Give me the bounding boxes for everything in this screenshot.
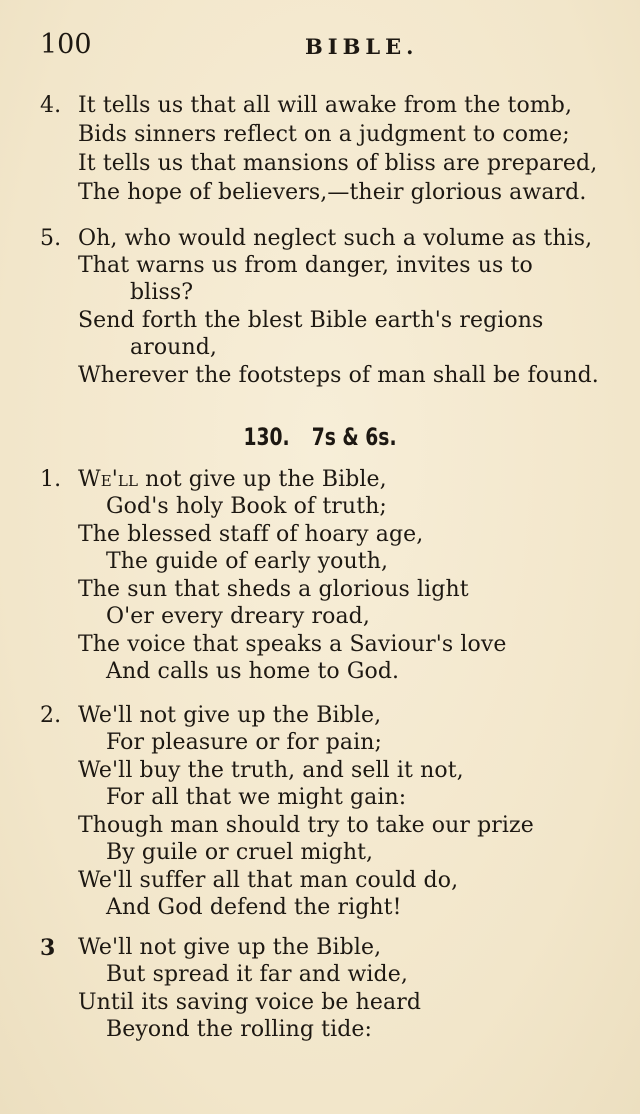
verse-line: We'll not give up the Bible,	[78, 703, 382, 728]
first-word: We'll	[78, 467, 139, 492]
stanza-number: 5.	[40, 226, 62, 251]
verse-line: O'er every dreary road,	[106, 604, 370, 629]
page-header	[40, 30, 610, 64]
verse-line: Bids sinners reflect on a judgment to come;	[78, 122, 570, 147]
verse-line: We'll not give up the Bible,	[78, 935, 382, 960]
verse-line: around,	[130, 335, 217, 360]
first-line-rest: not give up the Bible,	[138, 467, 387, 492]
verse-line: Send forth the blest Bible earth's regions	[78, 308, 544, 333]
verse-line: And God defend the right!	[106, 895, 402, 920]
verse-line: Though man should try to take our prize	[78, 813, 534, 838]
verse-line: And calls us home to God.	[106, 659, 400, 684]
verse-line: Wherever the footsteps of man shall be found.	[78, 363, 599, 388]
page-number: 100	[40, 29, 92, 60]
stanza-number: 2.	[40, 703, 62, 728]
verse-line: For pleasure or for pain;	[106, 730, 383, 755]
verse-line: Oh, who would neglect such a volume as this,	[78, 226, 593, 251]
verse-line-first	[78, 467, 387, 493]
stanza-number: 1.	[40, 467, 62, 492]
verse-line: Until its saving voice be heard	[78, 990, 422, 1015]
verse-line: The sun that sheds a glorious light	[78, 577, 469, 602]
verse-line: The guide of early youth,	[106, 549, 389, 574]
verse-line: The voice that speaks a Saviour's love	[78, 632, 507, 657]
verse-line: We'll buy the truth, and sell it not,	[78, 758, 464, 783]
verse-line: That warns us from danger, invites us to	[78, 253, 533, 278]
verse-line: God's holy Book of truth;	[106, 494, 387, 519]
running-head: BIBLE.	[305, 34, 419, 59]
stanza-number: 3	[40, 935, 56, 961]
verse-line: We'll suffer all that man could do,	[78, 868, 459, 893]
verse-line: bliss?	[130, 280, 194, 305]
verse-line: By guile or cruel might,	[106, 840, 374, 865]
verse-line: Beyond the rolling tide:	[106, 1017, 373, 1042]
verse-line: The hope of believers,—their glorious award.	[78, 180, 587, 205]
verse-line: But spread it far and wide,	[106, 962, 408, 987]
hymn-meter: 7s & 6s.	[311, 423, 397, 451]
stanza-number: 4.	[40, 93, 62, 118]
hymn-number: 130.	[243, 423, 290, 451]
verse-line: For all that we might gain:	[106, 785, 407, 810]
verse-line: It tells us that all will awake from the tomb,	[78, 93, 573, 118]
hymn-heading	[70, 420, 569, 454]
verse-line: It tells us that mansions of bliss are prepared,	[78, 151, 598, 176]
verse-line: The blessed staff of hoary age,	[78, 522, 424, 547]
